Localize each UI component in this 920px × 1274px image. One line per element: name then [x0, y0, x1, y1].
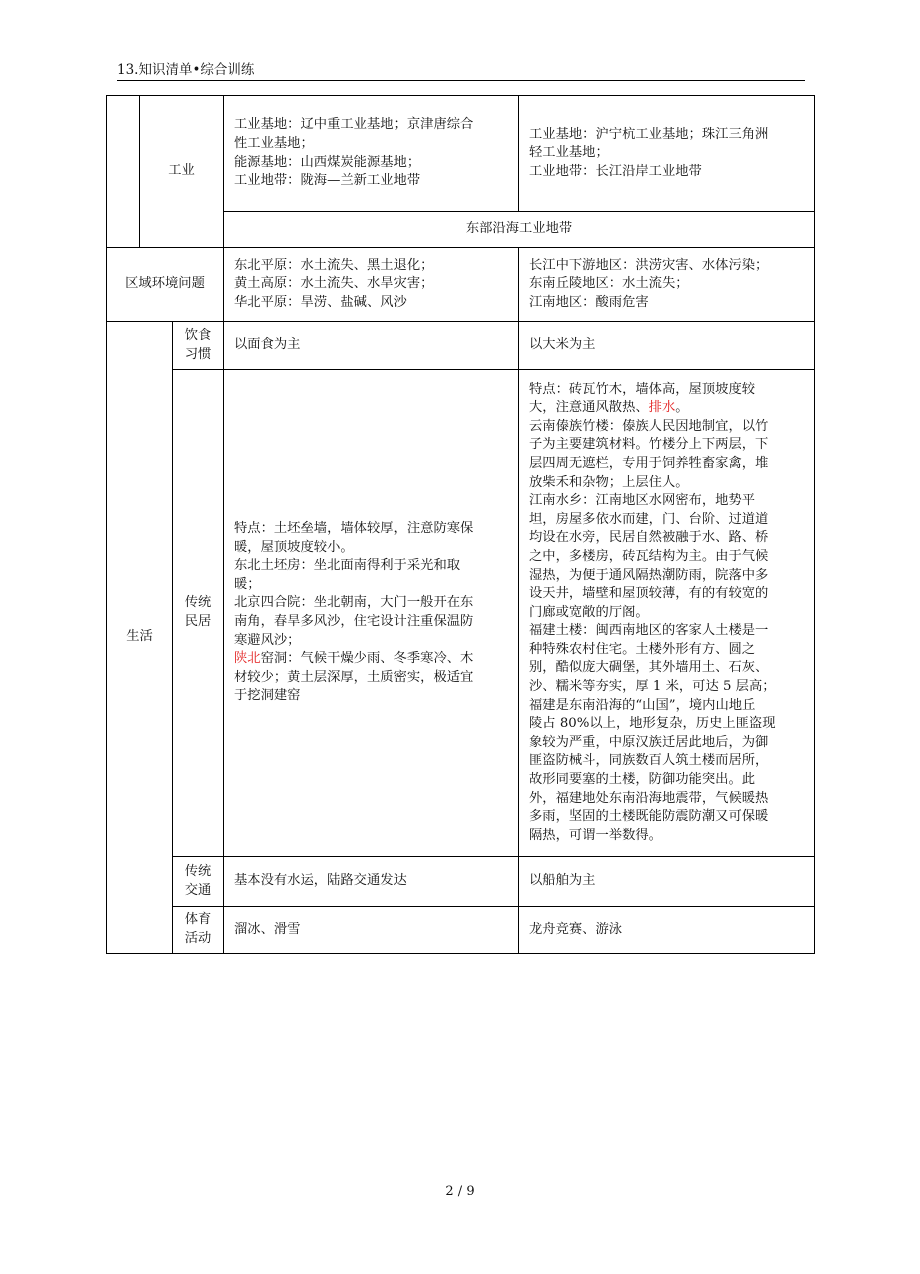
environment-south-cell [519, 248, 815, 322]
housing-south-line: 湿热，为便于通风隔热潮防雨，院落中多 [529, 567, 769, 583]
industry-shared-cell: 东部沿海工业地带 [224, 212, 815, 248]
industry-north-line: 性工业基地； [234, 135, 314, 151]
industry-south-line: 轻工业基地； [529, 145, 609, 161]
diet-label: 饮食习惯 [173, 322, 224, 370]
housing-north-line: 于挖洞建窑 [234, 688, 301, 704]
environment-label: 区域环境问题 [107, 248, 224, 322]
housing-south-line: 陵占 80%以上，地形复杂，历史上匪盗现 [529, 716, 776, 732]
housing-south-text: 大，注意通风散热、 [529, 400, 649, 416]
housing-row [107, 370, 815, 857]
housing-south-line: 福建土楼：闽西南地区的客家人土楼是一 [529, 623, 769, 639]
industry-north-cell [224, 96, 519, 212]
housing-south-line: 隔热，可谓一举数得。 [529, 827, 662, 843]
housing-south-line: 外，福建地处东南沿海地震带，气候暖热 [529, 790, 769, 806]
sports-north-cell: 溜冰、滑雪 [224, 907, 519, 954]
housing-south-line: 多雨，坚固的土楼既能防震防潮又可保暖 [529, 809, 769, 825]
housing-label: 传统民居 [173, 370, 224, 857]
environment-row [107, 248, 815, 322]
industry-label: 工业 [140, 96, 224, 248]
page-number: 2 / 9 [445, 1184, 475, 1199]
page-header: 13.知识清单•综合训练 [117, 62, 255, 78]
housing-north-line: 南角，春旱多风沙，住宅设计注重保温防 [234, 614, 474, 629]
diet-north-cell: 以面食为主 [224, 322, 519, 370]
transport-south-cell: 以船舶为主 [519, 857, 815, 907]
industry-row [107, 96, 815, 212]
highlight-shaanbei: 陕北 [234, 651, 261, 667]
industry-north-line: 能源基地：山西煤炭能源基地； [234, 154, 421, 170]
housing-south-line: 门廊或宽敞的厅阁。 [529, 604, 649, 620]
blank-left-cell [107, 96, 140, 248]
industry-south-cell [519, 96, 815, 212]
housing-north-line: 暖； [234, 576, 261, 592]
housing-south-line: 之中，多楼房，砖瓦结构为主。由于气候 [529, 548, 769, 564]
housing-north-line: 暖，屋顶坡度较小。 [234, 539, 354, 555]
housing-south-line: 故形同要塞的土楼，防御功能突出。此 [529, 772, 756, 788]
housing-south-line [529, 399, 804, 418]
housing-south-line: 特点：砖瓦竹木，墙体高，屋顶坡度较 [529, 381, 756, 397]
industry-north-line: 工业地带：陇海—兰新工业地带 [234, 173, 421, 189]
housing-north-line: 北京四合院：坐北朝南，大门一般开在东 [234, 595, 474, 611]
transport-row [107, 857, 815, 907]
housing-south-line: 别，酷似庞大碉堡，其外墙用土、石灰、 [529, 660, 769, 676]
transport-label: 传统交通 [173, 857, 224, 907]
diet-south-cell: 以大米为主 [519, 322, 815, 370]
header-rule [117, 80, 805, 81]
housing-south-line: 种特殊农村住宅。土楼外形有方、圆之 [529, 641, 756, 657]
environment-north-cell [224, 248, 519, 322]
industry-south-line: 工业地带：长江沿岸工业地带 [529, 163, 702, 179]
highlight-drainage: 排水 [648, 400, 676, 416]
environment-north-line: 东北平原：水土流失、黑土退化； [234, 257, 434, 273]
environment-south-line: 长江中下游地区：洪涝灾害、水体污染； [529, 257, 769, 273]
housing-south-text: 。 [675, 400, 689, 416]
housing-north-line: 材较少；黄土层深厚，土质密实，极适宜 [234, 669, 474, 685]
housing-south-cell [519, 370, 815, 857]
industry-south-line: 工业基地：沪宁杭工业基地；珠江三角洲 [529, 126, 769, 142]
environment-south-line: 东南丘陵地区：水土流失； [529, 276, 689, 292]
housing-south-line: 象较为严重，中原汉族迁居此地后，为御 [529, 734, 769, 750]
sports-south-cell: 龙舟竞赛、游泳 [519, 907, 815, 954]
environment-north-line: 华北平原：旱涝、盐碱、风沙 [234, 294, 407, 310]
environment-north-line: 黄土高原：水土流失、水旱灾害； [234, 276, 434, 292]
housing-north-line [234, 650, 508, 669]
housing-south-line: 子为主要建筑材料。竹楼分上下两层，下 [529, 437, 769, 453]
transport-north-cell: 基本没有水运，陆路交通发达 [224, 857, 519, 907]
housing-south-line: 匪盗防械斗，同族数百人筑土楼而居所， [529, 753, 769, 769]
housing-south-line: 坦，房屋多依水而建，门、台阶、过道道 [529, 511, 769, 527]
diet-row [107, 322, 815, 370]
sports-row [107, 907, 815, 954]
housing-north-line: 东北土坯房：坐北面南得利于采光和取 [234, 558, 461, 574]
housing-south-line: 层四周无遮栏，专用于饲养牲畜家禽，堆 [529, 455, 769, 471]
housing-south-line: 云南傣族竹楼：傣族人民因地制宜，以竹 [529, 418, 769, 434]
housing-north-line: 特点：土坯垒墙，墙体较厚，注意防寒保 [234, 521, 474, 537]
housing-south-line: 江南水乡：江南地区水网密布，地势平 [529, 493, 756, 509]
housing-north-line: 寒避风沙； [234, 632, 301, 648]
housing-north-text: 窑洞：气候干燥少雨、冬季寒冷、木 [260, 651, 474, 667]
housing-south-line: 均设在水旁，民居自然被融于水、路、桥 [529, 530, 769, 546]
housing-south-line: 福建是东南沿海的“山国”，境内山地丘 [529, 697, 756, 713]
environment-south-line: 江南地区：酸雨危害 [529, 294, 649, 310]
housing-south-line: 放柴禾和杂物；上层住人。 [529, 474, 689, 490]
life-label: 生活 [107, 322, 173, 954]
housing-south-line: 沙、糯米等夯实，厚 1 米，可达 5 层高； [529, 679, 776, 695]
sports-label: 体育活动 [173, 907, 224, 954]
comparison-table [106, 95, 815, 954]
housing-north-cell [224, 370, 519, 857]
industry-north-line: 工业基地：辽中重工业基地；京津唐综合 [234, 117, 474, 133]
housing-south-line: 设天井，墙壁和屋顶较薄，有的有较宽的 [529, 586, 769, 602]
